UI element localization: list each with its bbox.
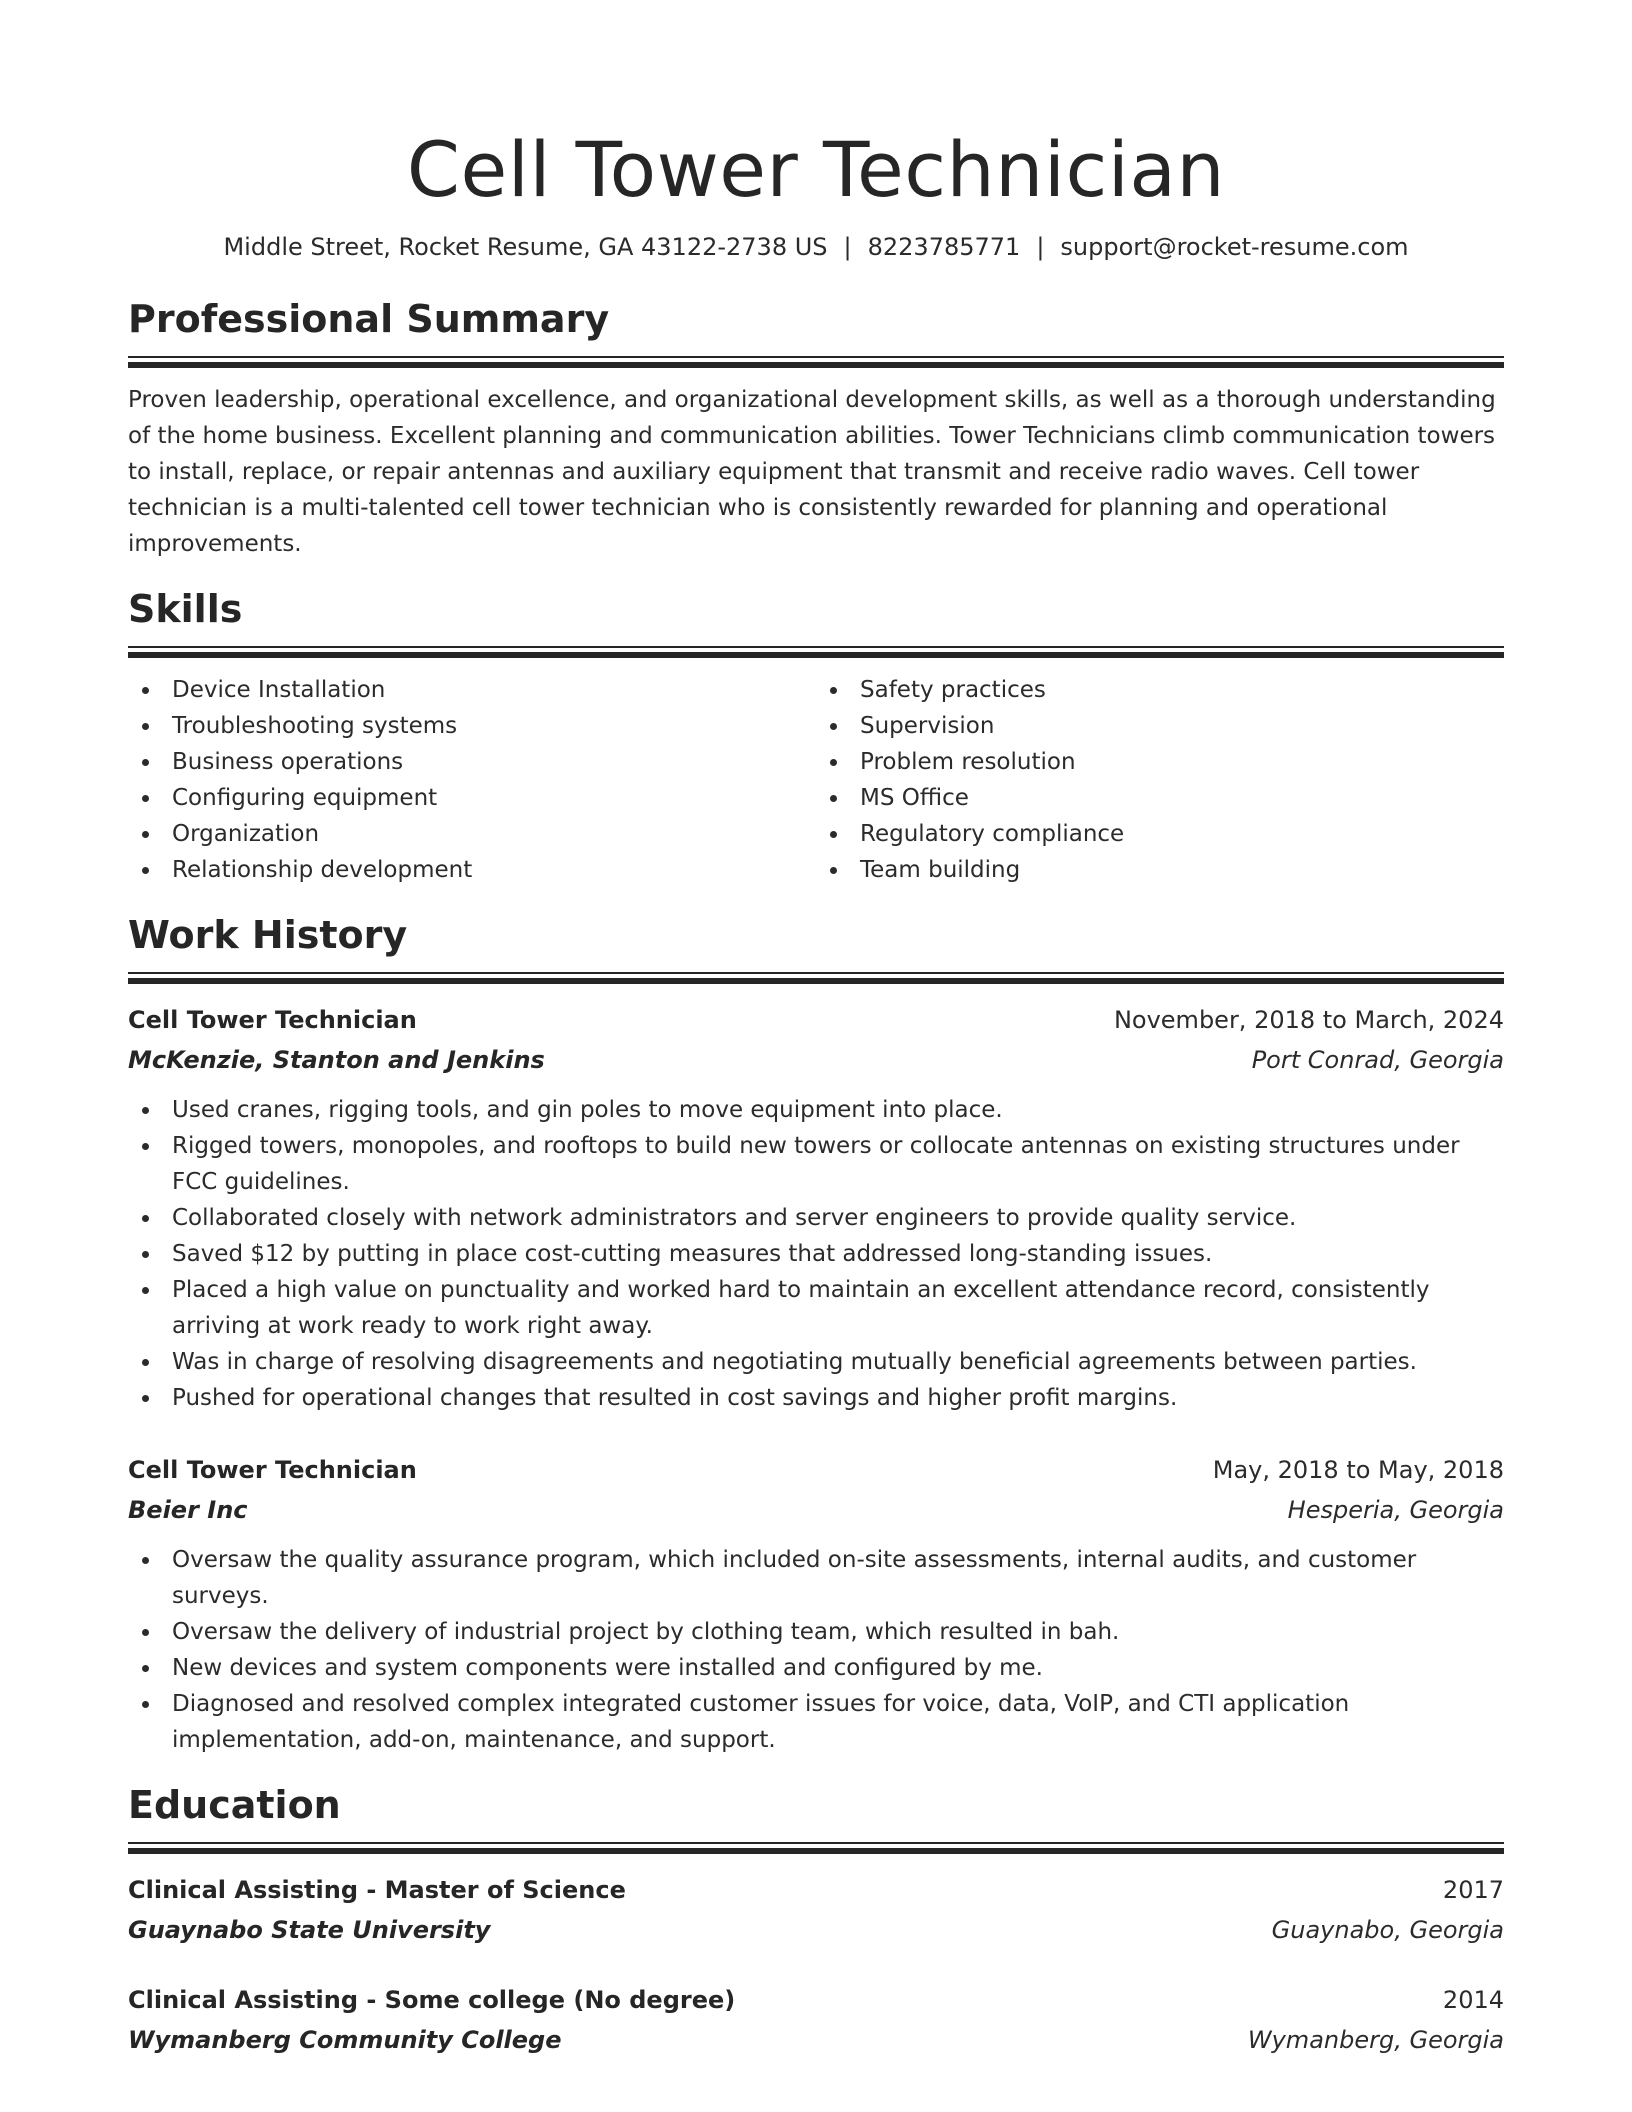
contact-separator: |	[1036, 233, 1045, 261]
education-entry	[128, 1980, 1504, 2060]
job-bullet: Oversaw the quality assurance program, which included on-site assessments, internal audits, and customer surveys.	[128, 1542, 1504, 1614]
skill-item: Safety practices	[816, 672, 1504, 708]
skills-column-right	[816, 672, 1504, 888]
section-divider	[128, 646, 1504, 648]
education-school: Guaynabo State University	[128, 1916, 491, 1944]
contact-separator: |	[843, 233, 852, 261]
candidate-name: Cell Tower Technician	[406, 125, 1226, 214]
job-company: McKenzie, Stanton and Jenkins	[128, 1046, 545, 1074]
education-section	[128, 1780, 1504, 2060]
section-divider	[128, 652, 1504, 658]
section-divider	[128, 362, 1504, 368]
education-entry	[128, 1870, 1504, 1950]
job-header	[128, 1450, 1504, 1490]
education-degree: Clinical Assisting - Some college (No degree)	[128, 1986, 736, 2014]
education-school: Wymanberg Community College	[128, 2026, 562, 2054]
job-subheader	[128, 1490, 1504, 1530]
skills-heading: Skills	[128, 587, 243, 631]
education-header	[128, 1980, 1504, 2020]
education-header	[128, 1870, 1504, 1910]
summary-section	[128, 294, 1504, 562]
job-bullet: Collaborated closely with network administrators and server engineers to provide quality service.	[128, 1200, 1504, 1236]
job-bullet: Saved $12 by putting in place cost-cutting measures that addressed long-standing issues.	[128, 1236, 1504, 1272]
skill-item: Supervision	[816, 708, 1504, 744]
work-history-heading: Work History	[128, 913, 408, 957]
skills-column-left	[128, 672, 816, 888]
section-divider	[128, 978, 1504, 984]
contact-email[interactable]: support@rocket-resume.com	[1060, 233, 1409, 261]
job-entry	[128, 1000, 1504, 1416]
work-history-section	[128, 910, 1504, 1758]
job-bullet: Placed a high value on punctuality and worked hard to maintain an excellent attendance record, consistently arriving at work ready to work right away.	[128, 1272, 1504, 1344]
job-subheader	[128, 1040, 1504, 1080]
skills-section	[128, 584, 1504, 888]
education-location: Guaynabo, Georgia	[1271, 1916, 1504, 1944]
skill-item: Team building	[816, 852, 1504, 888]
skill-item: Relationship development	[128, 852, 816, 888]
section-divider	[128, 972, 1504, 974]
job-bullet: Oversaw the delivery of industrial project by clothing team, which resulted in bah.	[128, 1614, 1504, 1650]
job-title: Cell Tower Technician	[128, 1456, 417, 1484]
section-divider	[128, 1848, 1504, 1854]
summary-heading: Professional Summary	[128, 297, 610, 341]
job-location: Port Conrad, Georgia	[1251, 1046, 1504, 1074]
job-title: Cell Tower Technician	[128, 1006, 417, 1034]
job-bullet: Was in charge of resolving disagreements and negotiating mutually beneficial agreements between parties.	[128, 1344, 1504, 1380]
section-divider	[128, 356, 1504, 358]
education-location: Wymanberg, Georgia	[1247, 2026, 1504, 2054]
job-dates: May, 2018 to May, 2018	[1212, 1456, 1504, 1484]
skill-item: Business operations	[128, 744, 816, 780]
education-subheader	[128, 2020, 1504, 2060]
education-subheader	[128, 1910, 1504, 1950]
job-location: Hesperia, Georgia	[1287, 1496, 1504, 1524]
summary-text: Proven leadership, operational excellence, and organizational development skills, as well as a thorough understanding of the home business. Excellent planning and communication abilities. Tower Technicians climb communication towers to install, replace, or repair antennas and auxiliary equipment that transmit and receive radio waves. Cell tower technician is a multi-talented cell tower technician who is consistently rewarded for planning and operational improvements.	[128, 387, 1496, 557]
education-year: 2014	[1442, 1986, 1504, 2014]
job-dates: November, 2018 to March, 2024	[1113, 1006, 1504, 1034]
job-header	[128, 1000, 1504, 1040]
contact-phone: 8223785771	[867, 233, 1021, 261]
skill-item: Organization	[128, 816, 816, 852]
contact-address: Middle Street, Rocket Resume, GA 43122-2738 US	[223, 233, 828, 261]
job-bullet: Diagnosed and resolved complex integrated customer issues for voice, data, VoIP, and CTI application implementation, add-on, maintenance, and support.	[128, 1686, 1504, 1758]
job-bullet: Used cranes, rigging tools, and gin poles to move equipment into place.	[128, 1092, 1504, 1128]
contact-line	[128, 230, 1504, 264]
education-year: 2017	[1442, 1876, 1504, 1904]
job-bullet: Pushed for operational changes that resulted in cost savings and higher profit margins.	[128, 1380, 1504, 1416]
skill-item: Device Installation	[128, 672, 816, 708]
job-company: Beier Inc	[128, 1496, 248, 1524]
education-degree: Clinical Assisting - Master of Science	[128, 1876, 626, 1904]
skill-item: Configuring equipment	[128, 780, 816, 816]
section-divider	[128, 1842, 1504, 1844]
job-bullets	[128, 1092, 1504, 1416]
resume-page	[128, 0, 1504, 2060]
job-bullets	[128, 1542, 1504, 1758]
skill-item: MS Office	[816, 780, 1504, 816]
job-bullet: New devices and system components were installed and configured by me.	[128, 1650, 1504, 1686]
skill-item: Troubleshooting systems	[128, 708, 816, 744]
skills-list	[128, 672, 1504, 888]
job-bullet: Rigged towers, monopoles, and rooftops to build new towers or collocate antennas on existing structures under FCC guidelines.	[128, 1128, 1504, 1200]
skill-item: Regulatory compliance	[816, 816, 1504, 852]
skill-item: Problem resolution	[816, 744, 1504, 780]
education-heading: Education	[128, 1783, 341, 1827]
job-entry	[128, 1450, 1504, 1758]
